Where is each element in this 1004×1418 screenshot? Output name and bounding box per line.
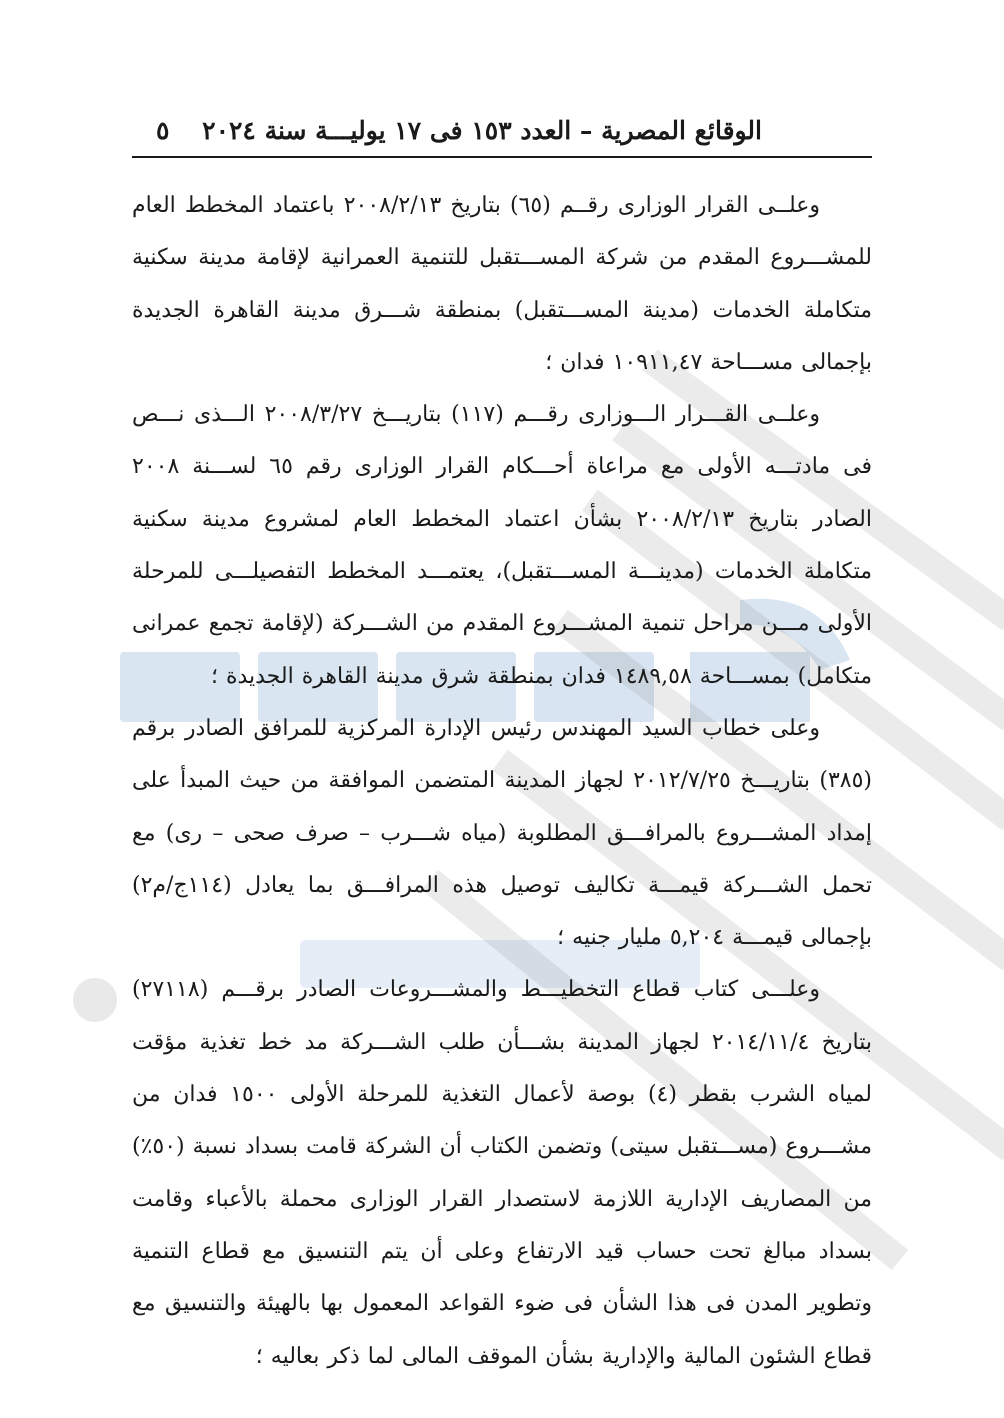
page-number: ٥ xyxy=(156,116,170,145)
header-divider xyxy=(132,156,872,158)
page-header xyxy=(132,112,872,156)
paragraph-1: وعلــى القرار الوزارى رقــم (٦٥) بتاريخ ٢٠٠٨/٢/١٣ باعتماد المخطط العام للمشـــروع المقدم من شركة المســـتقبل للتنمية العمرانية لإقامة مدينة سكنية متكاملة الخدمات (مدينة المســـتقبل) بمنطقة شـــرق مدينة القاهرة الجديدة بإجمالى مســـاحة ١٠٩١١,٤٧ فدان ؛ xyxy=(132,193,872,375)
paragraph-3: وعلى خطاب السيد المهندس رئيس الإدارة المركزية للمرافق الصادر برقم (٣٨٥) بتاريـــخ ٢٠١٢/٧/٢٥ لجهاز المدينة المتضمن الموافقة من حيث المبدأ على إمداد المشـــروع بالمرافـــق المطلوبة (مياه شـــرب – صرف صحى – رى) مع تحمل الشـــركة قيمـــة تكاليف توصيل هذه المرافـــق بما يعادل (١١٤ج/م٢) بإجمالى قيمـــة ٥,٢٠٤ مليار جنيه ؛ xyxy=(132,715,872,951)
paragraph-4: وعلـــى كتاب قطاع التخطيـــط والمشـــروعات الصادر برقـــم (٢٧١١٨) بتاريخ ٢٠١٤/١١/٤ لجهاز المدينة بشـــأن طلب الشـــركة مد خط تغذية مؤقت لمياه الشرب بقطر (٤) بوصة لأعمال التغذية للمرحلة الأولى ١٥٠٠ فدان من مشـــروع (مســـتقبل سيتى) وتضمن الكتاب أن الشركة قامت بسداد نسبة (٥٠٪) من المصاريف الإدارية اللازمة لاستصدار القرار الوزارى محملة بالأعباء وقامت بسداد مبالغ تحت حساب قيد الارتفاع وعلى أن يتم التنسيق مع قطاع التنمية وتطوير المدن فى هذا الشأن فى ضوء القواعد المعمول بها بالهيئة والتنسيق مع قطاع الشئون المالية والإدارية بشأن الموقف المالى لما ذكر بعاليه ؛ xyxy=(132,977,872,1369)
header-title: الوقائع المصرية – العدد ١٥٣ فى ١٧ يوليـــة سنة ٢٠٢٤ xyxy=(202,116,762,145)
document-body xyxy=(132,180,872,1383)
paragraph-2: وعلــى القـــرار الـــوزارى رقـــم (١١٧) بتاريـــخ ٢٠٠٨/٣/٢٧ الـــذى نـــص فى مادتـــه الأولى مع مراعاة أحـــكام القرار الوزارى رقم ٦٥ لســـنة ٢٠٠٨ الصادر بتاريخ ٢٠٠٨/٢/١٣ بشأن اعتماد المخطط العام لمشروع مدينة سكنية متكاملة الخدمات (مدينـــة المســـتقبل)، يعتمـــد المخطط التفصيلـــى للمرحلة الأولى مـــن مراحل تنمية المشـــروع المقدم من الشـــركة (لإقامة تجمع عمرانى متكامل) بمســـاحة ١٤٨٩,٥٨ فدان بمنطقة شرق مدينة القاهرة الجديدة ؛ xyxy=(132,402,872,689)
